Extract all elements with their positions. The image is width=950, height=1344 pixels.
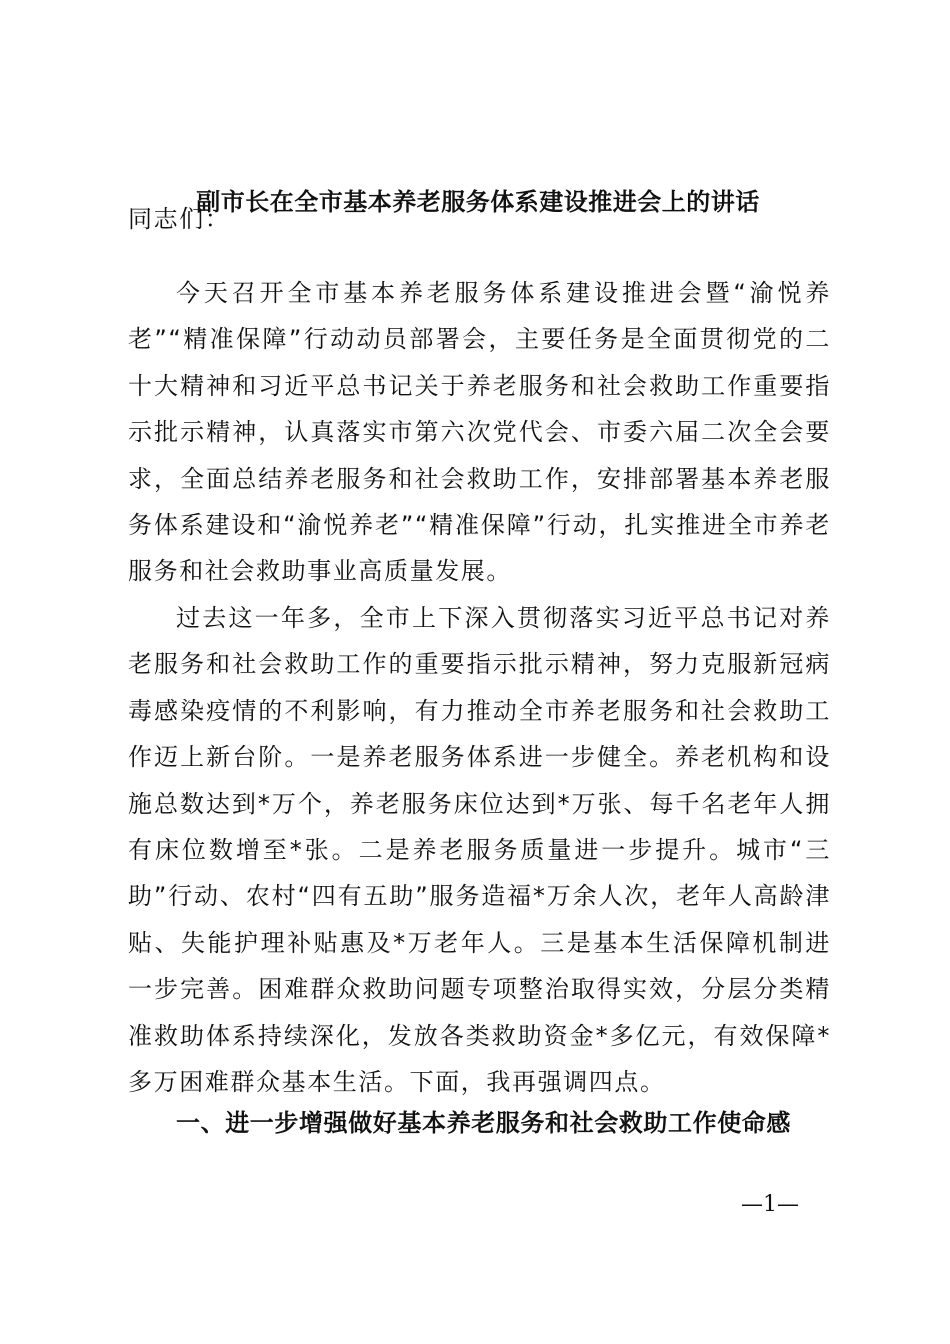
page-number: —1—	[741, 1192, 799, 1217]
paragraph-opening: 今天召开全市基本养老服务体系建设推进会暨“渝悦养老”“精准保障”行动动员部署会，主要任务是全面贯彻党的二十大精神和习近平总书记关于养老服务和社会救助工作重要指示批示精神，认真落实市第六次党代会、市委六届二次全会要求，全面总结养老服务和社会救助工作，安排部署基本养老服务体系建设和“渝悦养老”“精准保障”行动，扎实推进全市养老服务和社会救助事业高质量发展。	[128, 279, 831, 586]
paragraph-achievements: 过去这一年多，全市上下深入贯彻落实习近平总书记对养老服务和社会救助工作的重要指示批示精神，努力克服新冠病毒感染疫情的不利影响，有力推动全市养老服务和社会救助工作迈上新台阶。一是养老服务体系进一步健全。养老机构和设施总数达到*万个，养老服务床位达到*万张、每千名老年人拥有床位数增至*张。二是养老服务质量进一步提升。城市“三助”行动、农村“四有五助”服务造福*万余人次，老年人高龄津贴、失能护理补贴惠及*万老年人。三是基本生活保障机制进一步完善。困难群众救助问题专项整治取得实效，分层分类精准救助体系持续深化，发放各类救助资金*多亿元，有效保障*多万困难群众基本生活。下面，我再强调四点。	[128, 604, 831, 1097]
section-heading-one: 一、进一步增强做好基本养老服务和社会救助工作使命感	[176, 1109, 791, 1137]
salutation: 同志们：	[128, 205, 231, 233]
document-title: 副市长在全市基本养老服务体系建设推进会上的讲话	[196, 187, 760, 216]
